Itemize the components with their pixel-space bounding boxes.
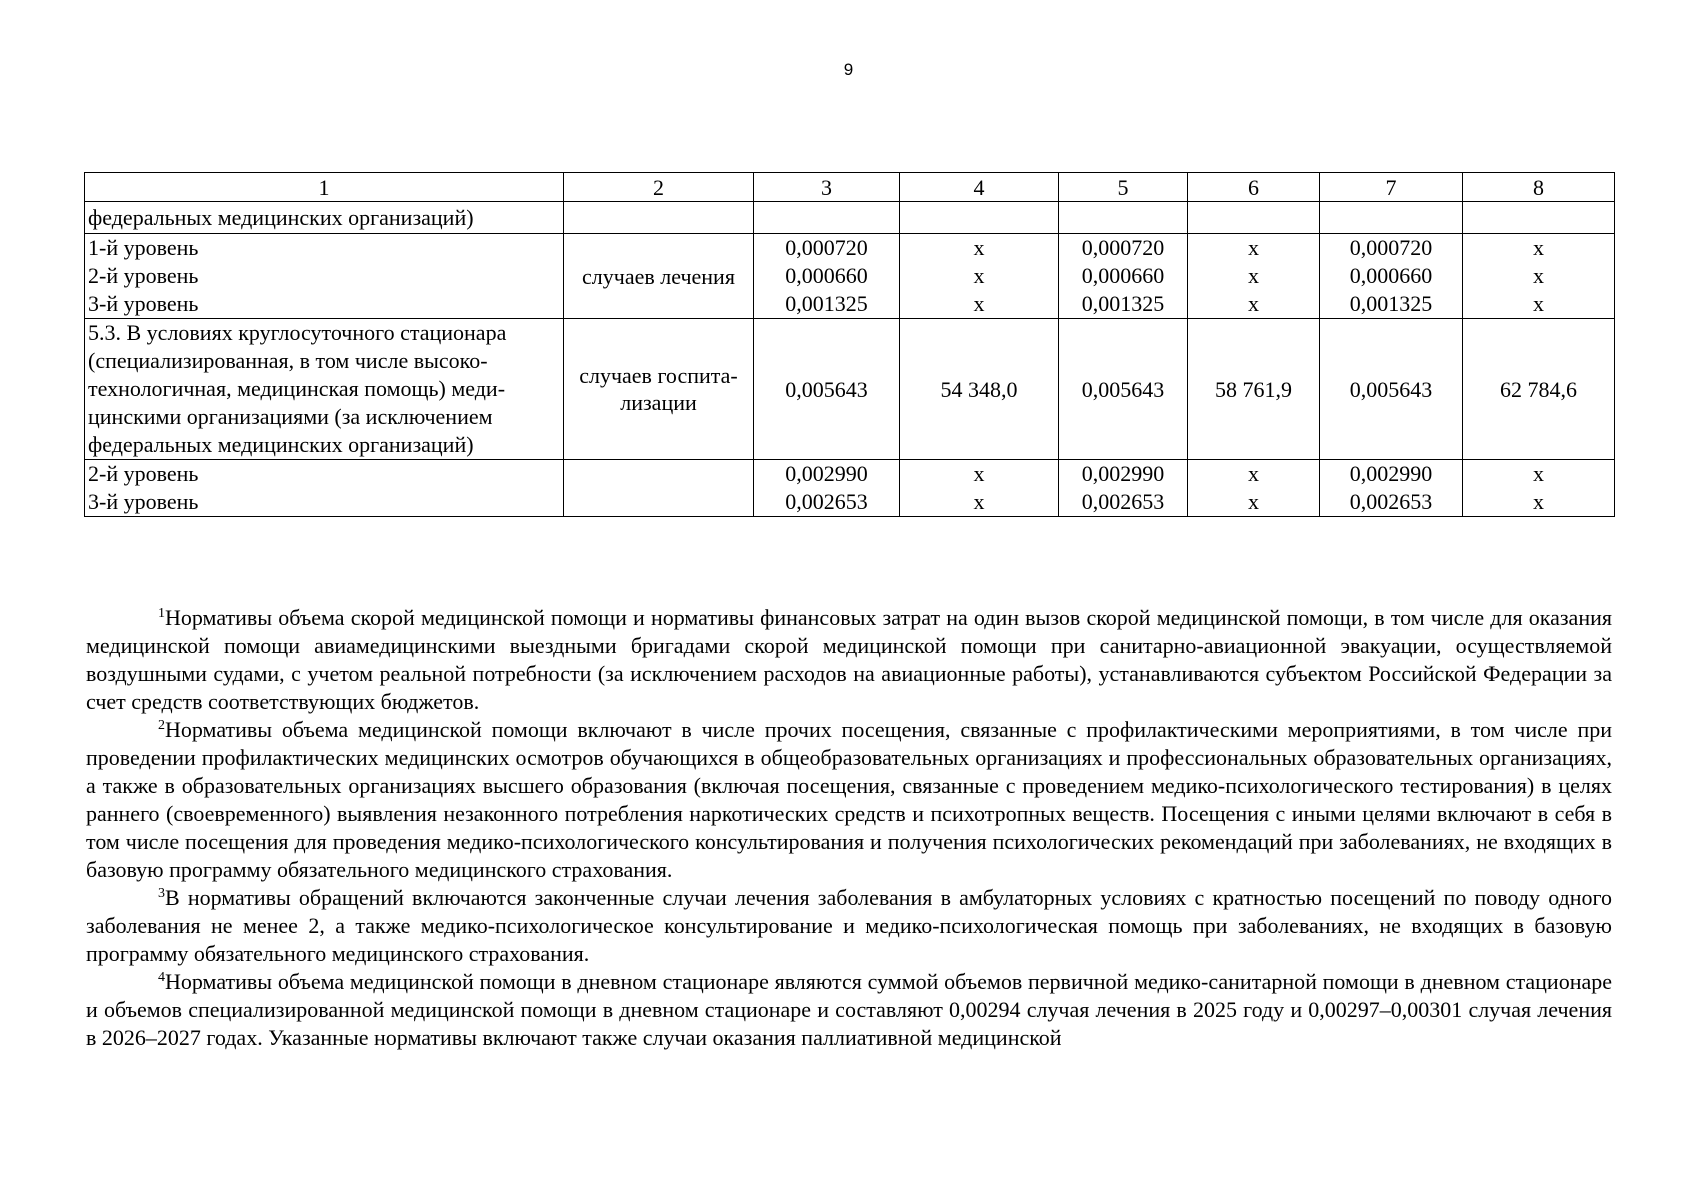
col8-values bbox=[1463, 460, 1615, 517]
col3-values bbox=[754, 460, 900, 517]
value-cell: x bbox=[973, 461, 985, 486]
value-cell: 0,000720 bbox=[785, 235, 868, 260]
row-5-3-col8: 62 784,6 bbox=[1463, 319, 1615, 460]
value-cell: x bbox=[973, 489, 985, 514]
unit-cell-empty bbox=[564, 460, 754, 517]
unit-cell: случаев лечения bbox=[564, 234, 754, 319]
col6-values bbox=[1188, 234, 1320, 319]
value-cell: x bbox=[1248, 461, 1259, 486]
level-label: 1-й уровень bbox=[88, 235, 199, 260]
footnotes bbox=[86, 604, 1612, 1052]
row-5-3-col5: 0,005643 bbox=[1059, 319, 1188, 460]
value-cell: 0,002653 bbox=[1349, 489, 1433, 514]
value-cell: x bbox=[1533, 461, 1544, 486]
level-label: 3-й уровень bbox=[88, 489, 199, 514]
value-cell: x bbox=[1533, 489, 1544, 514]
level-labels bbox=[85, 460, 564, 517]
value-cell: 0,001325 bbox=[785, 291, 868, 316]
label-line: технологичная, медицинская помощь) меди- bbox=[88, 376, 506, 401]
col3-values bbox=[754, 234, 900, 319]
footnote-text: Нормативы объема скорой медицинской помощи и нормативы финансовых затрат на один вызов скорой медицинской помощи, в том числе для оказания медицинской помощи авиамедицинскими выездными бригадами скорой медицинской помощи при санитарно-авиационной эвакуации, осуществляемой воздушными судами, с учетом реальной потребности (за исключением расходов на авиационные работы), устанавливаются субъектом Российской Федерации за счет средств соответствующих бюджетов. bbox=[86, 605, 1612, 714]
column-number-row bbox=[85, 173, 1615, 202]
col-header-8: 8 bbox=[1463, 173, 1615, 202]
value-cell: 0,001325 bbox=[1349, 291, 1433, 316]
footnote-marker: 2 bbox=[158, 718, 165, 733]
value-cell: 0,000660 bbox=[785, 263, 868, 288]
unit-line: лизации bbox=[620, 390, 697, 415]
footnote-text: Нормативы объема медицинской помощи включают в числе прочих посещения, связанные с профилактическими мероприятиями, в том числе при проведении профилактических медицинских осмотров обучающихся в общеобразовательных организациях и профессиональных образовательных организациях, а также в образовательных организациях высшего образования (включая посещения, связанные с проведением медико-психологического тестирования) в целях раннего (своевременного) выявления незаконного потребления наркотических средств и психотропных веществ. Посещения с иными целями включают в себя в том числе посещения для проведения медико-психологического консультирования и получения психологических рекомендаций при заболеваниях, не входящих в базовую программу обязательного медицинского страхования. bbox=[86, 717, 1612, 882]
value-cell: 0,000720 bbox=[1349, 235, 1433, 260]
footnote-marker: 3 bbox=[158, 886, 165, 901]
footnote-text: Нормативы объема медицинской помощи в дневном стационаре являются суммой объемов первичной медико-санитарной помощи в дневном стационаре и объемов специализированной медицинской помощи в дневном стационаре и составляют 0,00294 случая лечения в 2025 году и 0,00297–0,00301 случая лечения в 2026–2027 годах. Указанные нормативы включают также случаи оказания паллиативной медицинской bbox=[86, 969, 1612, 1050]
row-5-3-label bbox=[85, 319, 564, 460]
value-cell: 0,001325 bbox=[1081, 291, 1165, 316]
col-header-4: 4 bbox=[900, 173, 1059, 202]
value-cell: 0,002990 bbox=[1349, 461, 1433, 486]
table-row-5-3 bbox=[85, 319, 1615, 460]
col4-values bbox=[900, 234, 1059, 319]
row-5-3-col3: 0,005643 bbox=[754, 319, 900, 460]
col-header-6: 6 bbox=[1188, 173, 1320, 202]
table-row-levels-treatment bbox=[85, 234, 1615, 319]
value-cell: 0,002990 bbox=[1081, 461, 1165, 486]
col-header-2: 2 bbox=[564, 173, 754, 202]
value-cell: x bbox=[1533, 291, 1544, 316]
level-label: 2-й уровень bbox=[88, 461, 199, 486]
label-line: цинскими организациями (за исключением bbox=[88, 404, 493, 429]
footnote-marker: 1 bbox=[158, 606, 165, 621]
continuation-row bbox=[85, 202, 1615, 234]
table-row-levels-hospital bbox=[85, 460, 1615, 517]
label-line: федеральных медицинских организаций) bbox=[88, 432, 474, 457]
col6-values bbox=[1188, 460, 1320, 517]
col-header-3: 3 bbox=[754, 173, 900, 202]
value-cell: x bbox=[1533, 235, 1544, 260]
col7-values bbox=[1320, 234, 1463, 319]
value-cell: x bbox=[1248, 489, 1259, 514]
row-5-3-unit bbox=[564, 319, 754, 460]
norms-table bbox=[84, 172, 1615, 517]
continuation-label: федеральных медицинских организаций) bbox=[85, 202, 564, 234]
level-label: 3-й уровень bbox=[88, 291, 199, 316]
footnote-4 bbox=[86, 968, 1612, 1052]
value-cell: x bbox=[973, 291, 985, 316]
level-label: 2-й уровень bbox=[88, 263, 199, 288]
label-line: (специализированная, в том числе высоко- bbox=[88, 348, 488, 373]
unit-line: случаев госпита- bbox=[579, 363, 738, 388]
value-cell: 0,000660 bbox=[1349, 263, 1433, 288]
value-cell: 0,000720 bbox=[1081, 235, 1165, 260]
value-cell: 0,002653 bbox=[1081, 489, 1165, 514]
col4-values bbox=[900, 460, 1059, 517]
label-line: 5.3. В условиях круглосуточного стационара bbox=[88, 320, 507, 345]
row-5-3-col4: 54 348,0 bbox=[900, 319, 1059, 460]
row-5-3-col7: 0,005643 bbox=[1320, 319, 1463, 460]
value-cell: x bbox=[1248, 235, 1259, 260]
col-header-7: 7 bbox=[1320, 173, 1463, 202]
value-cell: x bbox=[973, 263, 985, 288]
col5-values bbox=[1059, 460, 1188, 517]
value-cell: x bbox=[973, 235, 985, 260]
level-labels bbox=[85, 234, 564, 319]
footnote-marker: 4 bbox=[158, 970, 165, 985]
col5-values bbox=[1059, 234, 1188, 319]
footnote-2 bbox=[86, 716, 1612, 884]
value-cell: x bbox=[1533, 263, 1544, 288]
col8-values bbox=[1463, 234, 1615, 319]
value-cell: 0,002653 bbox=[785, 489, 868, 514]
footnote-text: В нормативы обращений включаются законченные случаи лечения заболевания в амбулаторных условиях с кратностью посещений по поводу одного заболевания не менее 2, а также медико-психологическое консультирование и медико-психологическая помощь при заболеваниях, не входящих в базовую программу обязательного медицинского страхования. bbox=[86, 885, 1612, 966]
value-cell: 0,002990 bbox=[785, 461, 868, 486]
row-5-3-col6: 58 761,9 bbox=[1188, 319, 1320, 460]
value-cell: x bbox=[1248, 291, 1259, 316]
page-number: 9 bbox=[843, 60, 854, 79]
col7-values bbox=[1320, 460, 1463, 517]
value-cell: x bbox=[1248, 263, 1259, 288]
col-header-5: 5 bbox=[1059, 173, 1188, 202]
footnote-1 bbox=[86, 604, 1612, 716]
col-header-1: 1 bbox=[85, 173, 564, 202]
footnote-3 bbox=[86, 884, 1612, 968]
value-cell: 0,000660 bbox=[1081, 263, 1165, 288]
